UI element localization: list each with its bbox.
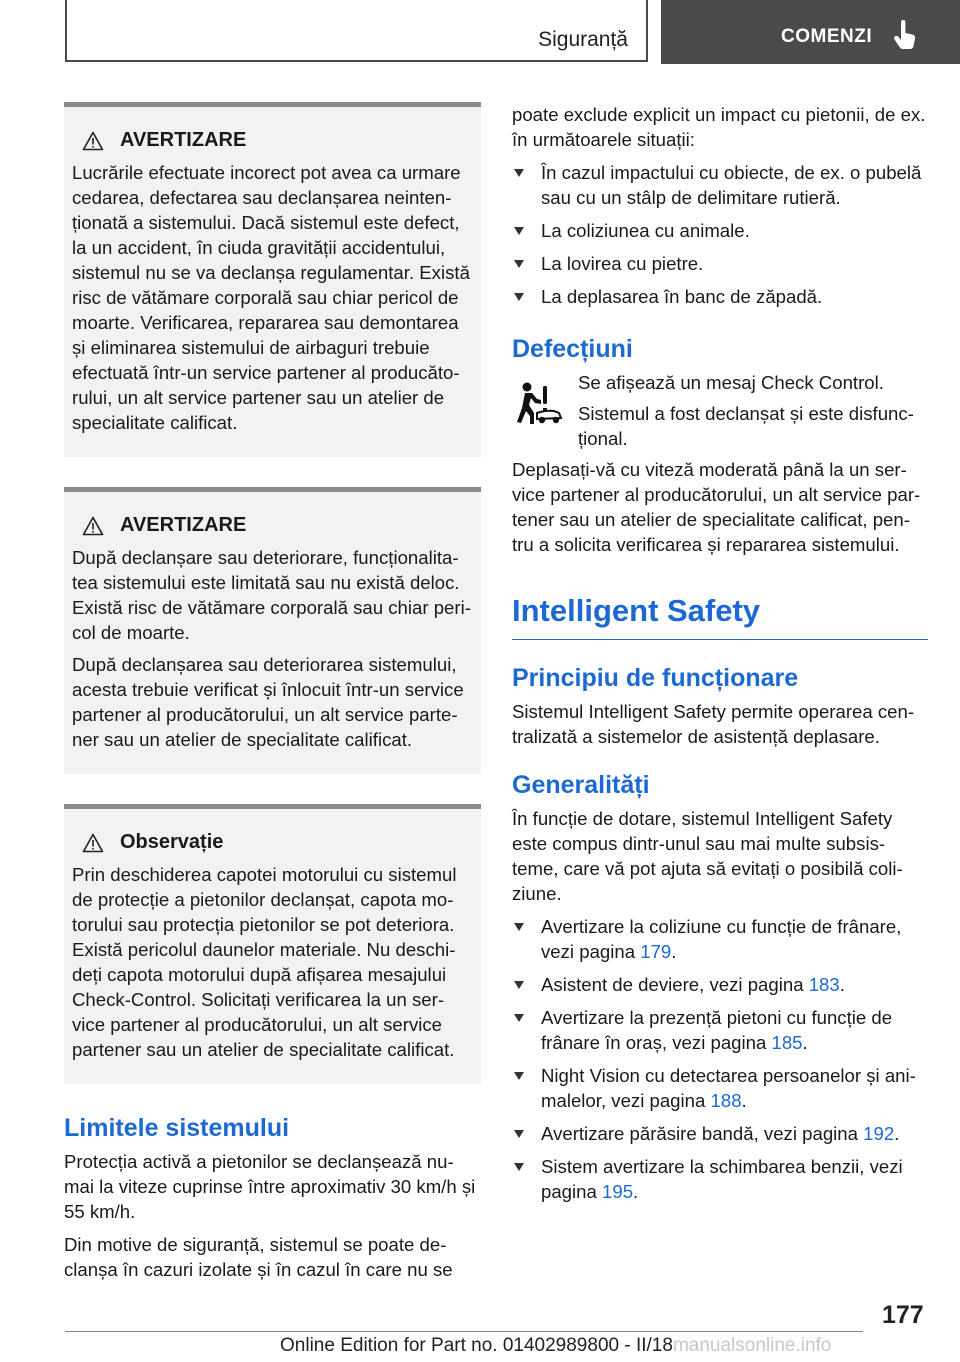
list-item: În cazul impactului cu obiecte, de ex. o pubelă sau cu un stâlp de delimitare rutieră. [512, 160, 928, 210]
footer-edition [280, 1335, 831, 1357]
header-section-tab [65, 0, 648, 62]
pointing-hand-icon [892, 20, 918, 55]
list-item: Asistent de deviere, vezi pagina 183. [512, 972, 928, 997]
header-section-title: Siguranță [538, 28, 628, 51]
section-heading-principle: Principiu de funcționare [512, 664, 799, 692]
fault-line: Sistemul a fost declanșat și este disfunc-țional. [578, 403, 914, 449]
body-paragraph: În funcție de dotare, sistemul Intelligent Safety este compus dintr-unul sau mai multe subsis-teme, care vă pot ajuta să evitați o posibilă coli-ziune. [512, 808, 903, 904]
list-item: Night Vision cu detectarea persoanelor și ani-malelor, vezi pagina 188. [512, 1063, 928, 1113]
pedestrian-protection-icon [512, 380, 564, 432]
bullet-triangle-icon [514, 1014, 524, 1022]
warning-text: Lucrările efectuate incorect pot avea ca urmare cedarea, defectarea sau declanșarea neinten-ționată a sistemului. Dacă sistemul este defect, la un accident, în ciuda gravității accidentului, sistemul nu se va declanșa regulamentar. Există risc de vătămare corporală sau chiar pericol de moarte. Verificarea, repararea sau demontarea și eliminarea sistemului de airbaguri trebuie efectuată într-un service partener al producăto-rului, un alt service partener sau un atelier de specialitate calificat. [72, 162, 470, 433]
bullet-triangle-icon [514, 169, 524, 177]
page-link[interactable]: 195 [602, 1181, 634, 1202]
chapter-title: Intelligent Safety [512, 593, 928, 640]
warning-text: După declanșare sau deteriorare, funcționalita-tea sistemului este limitată sau nu există deloc. Există risc de vătămare corporală sau chiar peri-col de moarte. [72, 547, 471, 643]
bullet-triangle-icon [514, 1163, 524, 1171]
bullet-triangle-icon [514, 981, 524, 989]
header-category-tab [661, 0, 960, 64]
body-paragraph: poate exclude explicit un impact cu pietonii, de ex. în următoarele situații: [512, 104, 926, 150]
body-paragraph: Deplasați-vă cu viteză moderată până la un ser-vice partener al producătorului, un alt service par-tener sau un atelier de specialitate calificat, pen-tru a solicita verificarea și repararea sistemului. [512, 459, 921, 555]
page-number: 177 [882, 1301, 924, 1329]
page-link[interactable]: 188 [710, 1090, 742, 1111]
page-link[interactable]: 179 [640, 941, 672, 962]
list-item: La lovirea cu pietre. [512, 251, 928, 276]
warning-box [64, 102, 481, 457]
warning-title: AVERTIZARE [120, 514, 247, 536]
warning-triangle-icon [82, 516, 104, 536]
body-paragraph: Sistemul Intelligent Safety permite operarea cen-tralizată a sistemelor de asistență deplasare. [512, 701, 915, 747]
bullet-triangle-icon [514, 1072, 524, 1080]
edition-text: Online Edition for Part no. 01402989800 - II/18 [280, 1335, 673, 1356]
situations-list [512, 160, 928, 309]
section-heading-limits: Limitele sistemului [64, 1114, 290, 1142]
bullet-triangle-icon [514, 293, 524, 301]
note-box [64, 804, 481, 1084]
warning-triangle-icon [82, 131, 104, 151]
page-link[interactable]: 183 [808, 974, 840, 995]
fault-message [512, 370, 928, 457]
right-column [512, 102, 928, 1212]
bullet-triangle-icon [514, 1130, 524, 1138]
list-item: La coliziunea cu animale. [512, 218, 928, 243]
body-paragraph: Protecția activă a pietonilor se declanșează nu-mai la viteze cuprinse între aproximativ 30 km/h și 55 km/h. [64, 1151, 476, 1222]
footer-divider [65, 1331, 863, 1332]
features-list [512, 914, 928, 1204]
bullet-triangle-icon [514, 260, 524, 268]
page-link[interactable]: 185 [771, 1032, 803, 1053]
list-item: Avertizare la prezență pietoni cu funcție de frânare în oraș, vezi pagina 185. [512, 1005, 928, 1055]
fault-line: Se afișează un mesaj Check Control. [578, 372, 884, 393]
note-title: Observație [120, 831, 224, 853]
section-heading-general: Generalități [512, 771, 650, 799]
header-category-label: COMENZI [781, 26, 873, 47]
note-text: Prin deschiderea capotei motorului cu sistemul de protecție a pietonilor declanșat, capota mo-torului sau protecția pietonilor se pot deteriora. Există pericolul daunelor materiale. Nu deschi-deți capota motorului după afișarea mesajului Check-Control. Solicitați verificarea la un ser-vice partener al producătorului, un alt service partener sau un atelier de specialitate calificat. [72, 864, 457, 1060]
list-item: La deplasarea în banc de zăpadă. [512, 284, 928, 309]
section-heading-faults: Defecțiuni [512, 335, 633, 363]
warning-box [64, 487, 481, 774]
watermark: manualsonline.info [672, 1335, 832, 1356]
bullet-triangle-icon [514, 227, 524, 235]
list-item: Sistem avertizare la schimbarea benzii, vezi pagina 195. [512, 1154, 928, 1204]
list-item: Avertizare la coliziune cu funcție de frânare, vezi pagina 179. [512, 914, 928, 964]
warning-text: După declanșarea sau deteriorarea sistemului, acesta trebuie verificat și înlocuit într-un service partener al producătorului, un alt service parte-ner sau un atelier de specialitate calificat. [72, 654, 464, 750]
warning-triangle-icon [82, 833, 104, 853]
list-item: Avertizare părăsire bandă, vezi pagina 192. [512, 1121, 928, 1146]
body-paragraph: Din motive de siguranță, sistemul se poate de-clanșa în cazuri izolate și în cazul în care nu se [64, 1234, 453, 1280]
bullet-triangle-icon [514, 923, 524, 931]
left-column [64, 102, 481, 1290]
warning-title: AVERTIZARE [120, 129, 247, 151]
page-link[interactable]: 192 [863, 1123, 895, 1144]
